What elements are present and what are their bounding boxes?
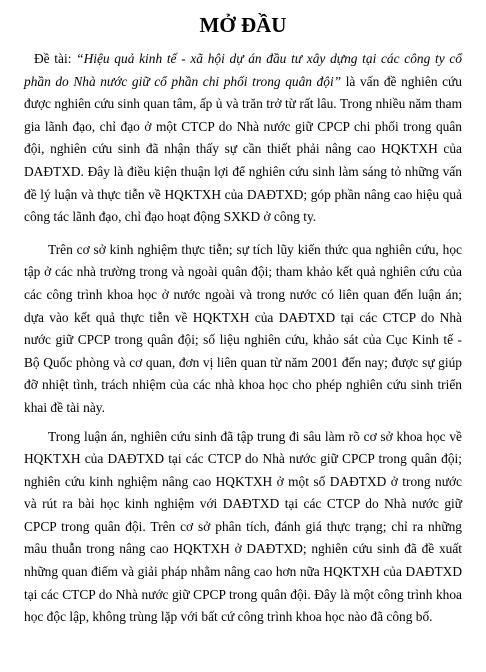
paragraph-basis: Trên cơ sở kinh nghiệm thực tiễn; sự tích lũy kiến thức qua nghiên cứu, học tập ở các nhà trường trong và ngoài quân đội; tham khảo kết quả nghiên cứu của các công trình khoa học ở nước ngoài và trong nước có liên quan đến luận án; dựa vào kết quả thực tiễn về HQKTXH của DAĐTXD tại các CTCP do Nhà nước giữ CPCP trong quân đội; số liệu nghiên cứu, khảo sát của Cục Kinh tế - Bộ Quốc phòng và cơ quan, đơn vị liên quan từ năm 2001 đến nay; được sự giúp đỡ nhiệt tình, trách nhiệm của các nhà khoa học cho phép nghiên cứu sinh triển khai đề tài này. [24,241,462,415]
page-title: MỞ ĐẦU [199,13,287,37]
paragraph-intro-rest: là vấn đề nghiên cứu được nghiên cứu sinh quan tâm, ấp ủ và trăn trở từ rất lâu. Trong nhiều năm tham gia lãnh đạo, chỉ đạo ở một CTCP do Nhà nước giữ CPCP chi phối trong quân đội, nghiên cứu sinh đã nhận thấy sự cần thiết phải nâng cao HQKTXH của DAĐTXD. Đây là điều kiện thuận lợi để nghiên cứu sinh làm sáng tỏ những vấn đề lý luận và thực tiễn về HQKTXH của DAĐTXD; góp phần nâng cao hiệu quả công tác lãnh đạo, chỉ đạo hoạt động SXKD ở công ty. [24,73,462,225]
paragraph-intro [24,48,462,229]
paragraph-intro-lead: Đề tài: [34,51,77,66]
topic-title: “Hiệu quả kinh tế - xã hội dự án đầu tư xây dựng tại các công ty cổ phần do Nhà nước giữ cổ phần chi phối trong quân đội” [24,51,463,89]
paragraph-contents: Trong luận án, nghiên cứu sinh đã tập trung đi sâu làm rõ cơ sở khoa học về HQKTXH của DAĐTXD tại các CTCP do Nhà nước giữ CPCP trong quân đội; nghiên cứu kinh nghiệm nâng cao HQKTXH ở một số DAĐTXD ở trong nước và rút ra bài học kinh nghiệm với DAĐTXD tại các CTCP do Nhà nước giữ CPCP trong quân đội. Trên cơ sở phân tích, đánh giá thực trạng; chỉ ra những mâu thuẫn trong nâng cao HQKTXH ở DAĐTXD; nghiên cứu sinh đã đề xuất những quan điểm và giải pháp nhằm nâng cao hơn nữa HQKTXH của DAĐTXD tại các CTCP do Nhà nước giữ CPCP trong quân đội. Đây là một công trình khoa học độc lập, không trùng lặp với bất cứ công trình khoa học nào đã công bố. [24,428,462,625]
